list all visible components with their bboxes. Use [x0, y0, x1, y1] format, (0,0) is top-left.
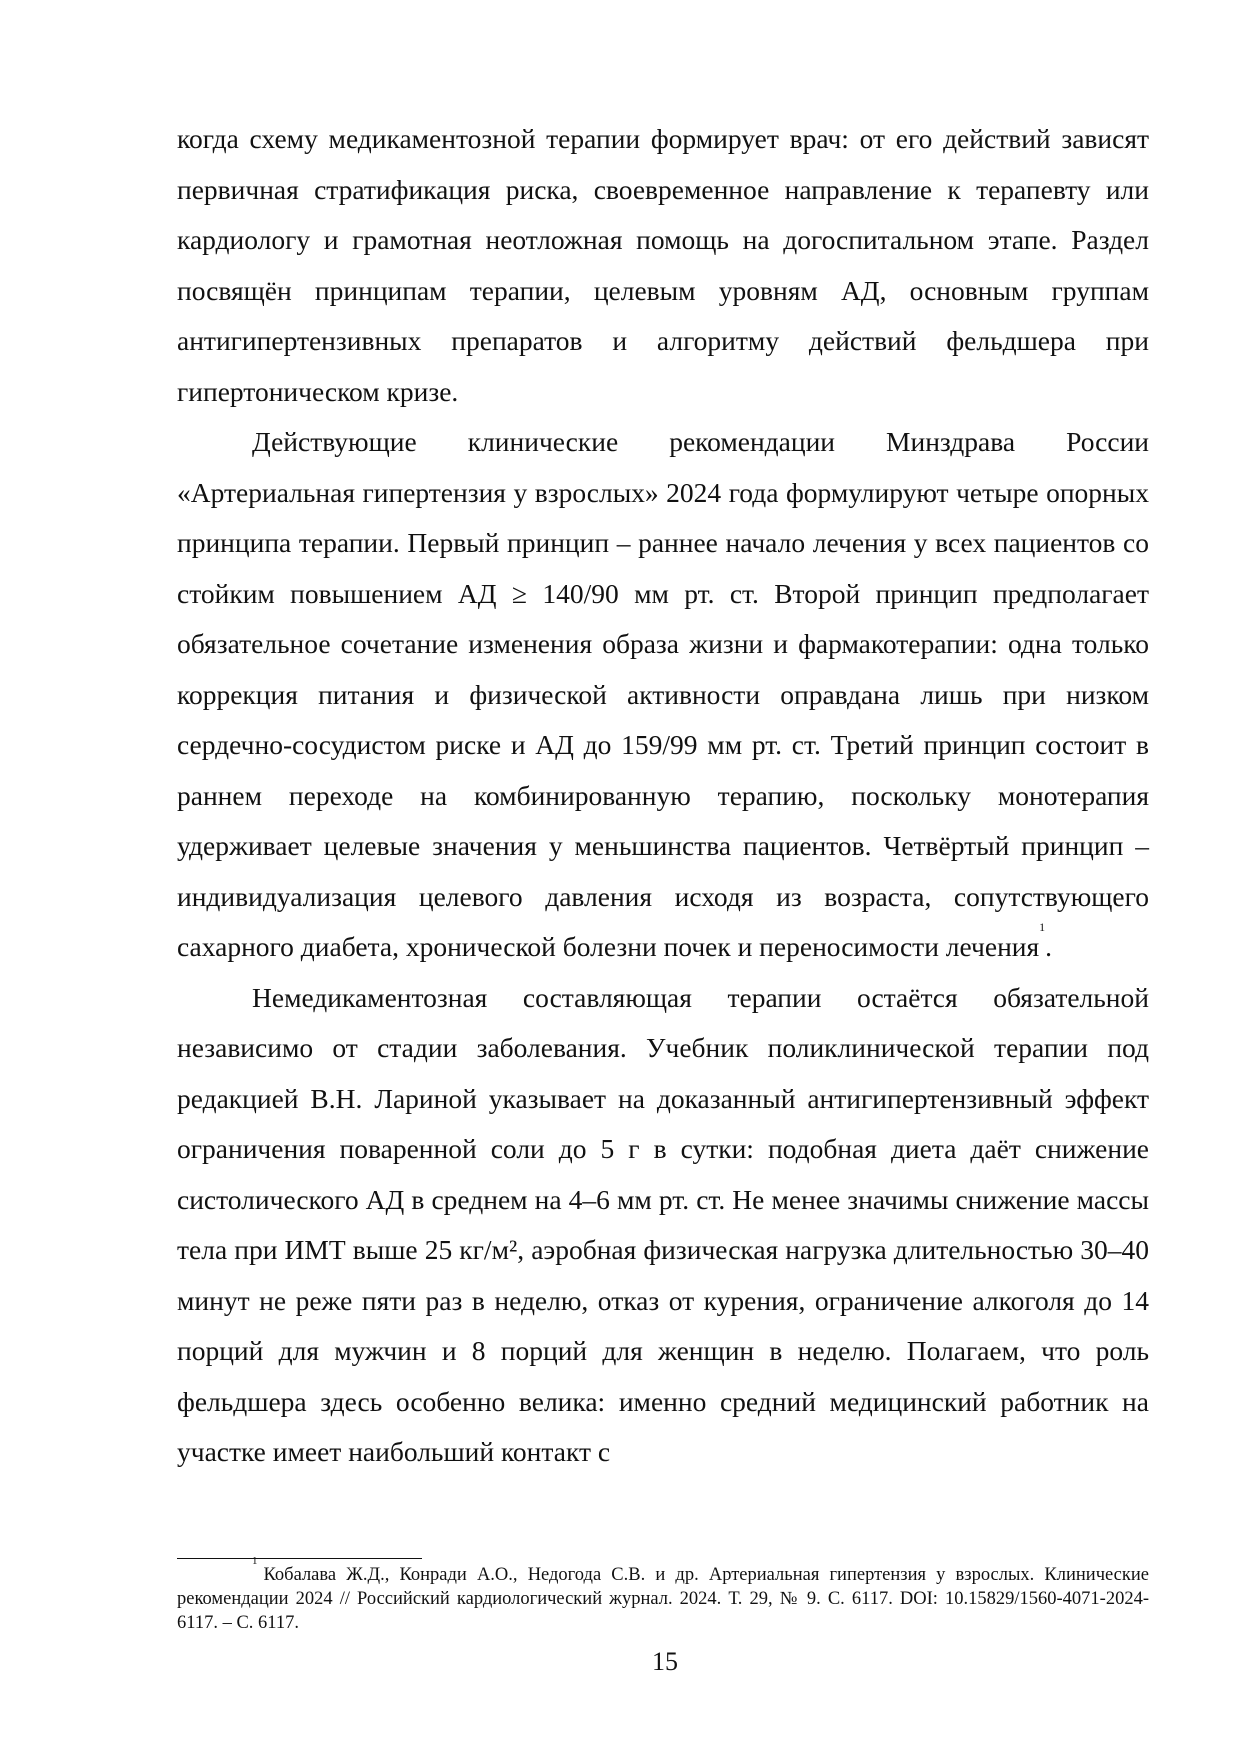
paragraph-2 [177, 417, 1149, 973]
footnote-text: Кобалава Ж.Д., Конради А.О., Недогода С.В. и др. Артериальная гипертензия у взрослых. Клинические рекомендации 2024 // Российский кардиологический журнал. 2024. Т. 29, № 9. С. 6117. DOI: 10.15829/1560-4071-2024-6117. – С. 6117. [177, 1565, 1149, 1633]
footnote-number: 1 [252, 1555, 258, 1567]
footnote-separator [177, 1558, 422, 1559]
page-number: 15 [652, 1647, 678, 1676]
main-text [177, 114, 1149, 1478]
paragraph-1: когда схему медикаментозной терапии формирует врач: от его действий зависят первичная стратификация риска, своевременное направление к терапевту или кардиологу и грамотная неотложная помощь на догоспитальном этапе. Раздел посвящён принципам терапии, целевым уровням АД, основным группам антигипертензивных препаратов и алгоритму действий фельдшера при гипертоническом кризе. [177, 123, 1149, 407]
paragraph-2-text: Действующие клинические рекомендации Минздрава России «Артериальная гипертензия у взрослых» 2024 года формулируют четыре опорных принципа терапии. Первый принцип – раннее начало лечения у всех пациентов со стойким повышением АД ≥ 140/90 мм рт. ст. Второй принцип предполагает обязательное сочетание изменения образа жизни и фармакотерапии: одна только коррекция питания и физической активности оправдана лишь при низком сердечно-сосудистом риске и АД до 159/99 мм рт. ст. Третий принцип состоит в раннем переходе на комбинированную терапию, поскольку монотерапия удерживает целевые значения у меньшинства пациентов. Четвёртый принцип – индивидуализация целевого давления исходя из возраста, сопутствующего сахарного диабета, хронической болезни почек и переносимости лечения [177, 426, 1149, 962]
paragraph-3: Немедикаментозная составляющая терапии остаётся обязательной независимо от стадии заболевания. Учебник поликлинической терапии под редакцией В.Н. Лариной указывает на доказанный антигипертензивный эффект ограничения поваренной соли до 5 г в сутки: подобная диета даёт снижение систолического АД в среднем на 4–6 мм рт. ст. Не менее значимы снижение массы тела при ИМТ выше 25 кг/м², аэробная физическая нагрузка длительностью 30–40 минут не реже пяти раз в неделю, отказ от курения, ограничение алкоголя до 14 порций для мужчин и 8 порций для женщин в неделю. Полагаем, что роль фельдшера здесь особенно велика: именно средний медицинский работник на участке имеет наибольший контакт с [177, 981, 1149, 1467]
footnote [177, 1555, 1149, 1635]
paragraph-2-end: . [1045, 931, 1053, 962]
footnote-reference[interactable]: 1 [1039, 920, 1046, 934]
